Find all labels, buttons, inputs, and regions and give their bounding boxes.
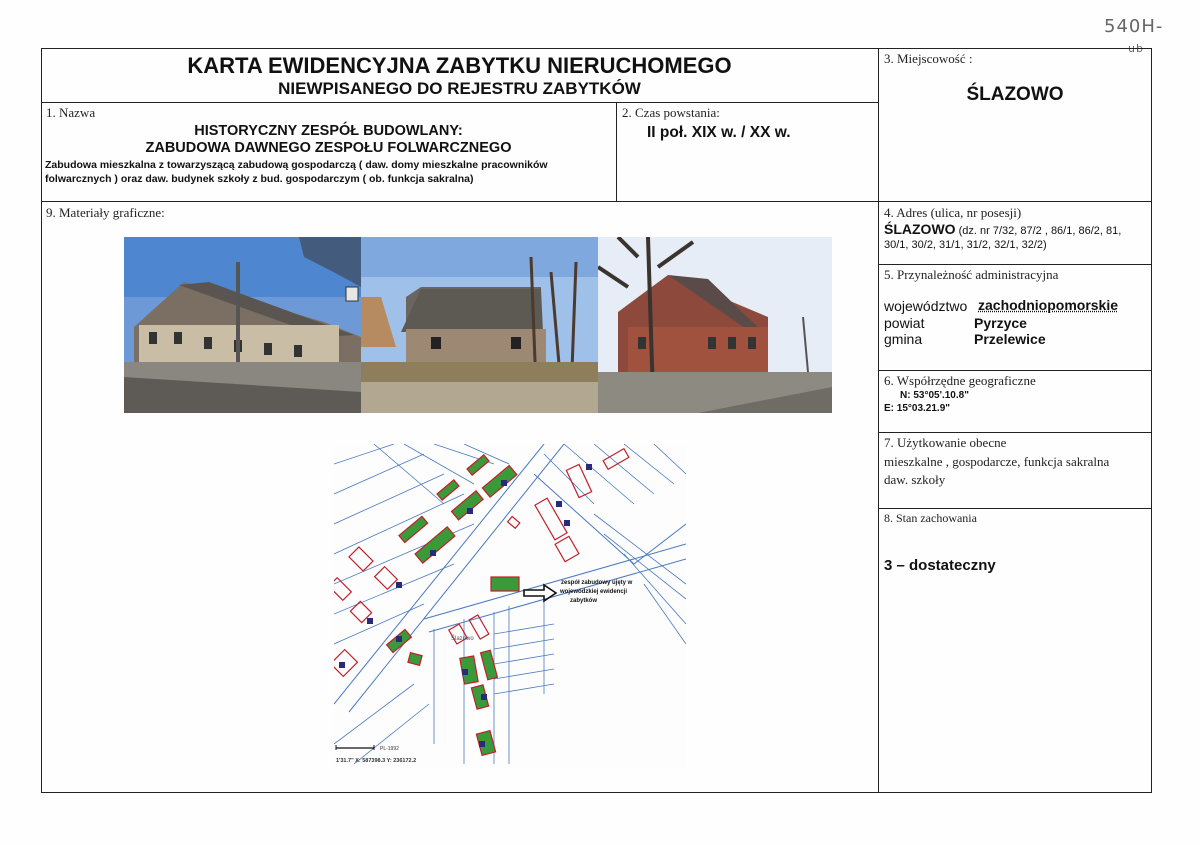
divider <box>41 102 878 103</box>
photo-farm-building <box>361 237 598 413</box>
divider <box>41 201 1152 202</box>
field-5-label: 5. Przynależność administracyjna <box>884 267 1059 282</box>
voivodeship-value: zachodniopomorskie <box>978 297 1119 313</box>
handwritten-signature-sub: ub <box>1128 42 1144 55</box>
map-legend-line2: wojewódzkiej ewidencji <box>560 589 628 595</box>
condition-value: 3 – dostateczny <box>884 557 996 574</box>
field-1-label: 1. Nazwa <box>46 105 96 120</box>
monument-description-line2: folwarcznych ) oraz daw. budynek szkoły z bud. gospodarczym ( ob. funkcja sakralna) <box>45 173 474 185</box>
monument-name-line1: HISTORYCZNY ZESPÓŁ BUDOWLANY: <box>194 123 463 139</box>
current-use-line1: mieszkalne , gospodarcze, funkcja sakralna <box>884 454 1110 469</box>
divider <box>878 48 879 793</box>
voivodeship-label: województwo <box>884 298 968 314</box>
photo-school-building <box>598 237 832 413</box>
divider <box>616 102 617 202</box>
field-2-label: 2. Czas powstania: <box>622 105 720 120</box>
latitude: N: 53°05'.10.8" <box>900 390 969 401</box>
address-line2: 30/1, 30/2, 31/1, 31/2, 32/1, 32/2) <box>884 239 1047 251</box>
handwritten-signature-number: 540H- <box>1104 16 1164 37</box>
construction-period: II poł. XIX w. / XX w. <box>647 124 791 141</box>
card-subtitle: NIEWPISANEGO DO REJESTRU ZABYTKÓW <box>278 79 641 98</box>
divider <box>878 264 1152 265</box>
map-legend-line1: zespół zabudowy ujęty w <box>561 580 633 586</box>
map-coordinates: 1'31.7" X: 587398.3 Y: 236172.2 <box>336 758 417 764</box>
field-3-label: 3. Miejscowość : <box>884 51 973 66</box>
county-label: powiat <box>884 315 925 331</box>
current-use-line2: daw. szkoły <box>884 472 946 487</box>
field-7-label: 7. Użytkowanie obecne <box>884 435 1007 450</box>
map-legend-line3: zabytków <box>570 598 598 604</box>
cadastral-map <box>334 444 686 768</box>
address-parcels: (dz. nr 7/32, 87/2 , 86/1, 86/2, 81, <box>958 225 1122 237</box>
field-4-label: 4. Adres (ulica, nr posesji) <box>884 205 1022 220</box>
field-9-label: 9. Materiały graficzne: <box>46 205 165 220</box>
card-title: KARTA EWIDENCYJNA ZABYTKU NIERUCHOMEGO <box>187 53 732 78</box>
divider <box>878 432 1152 433</box>
address-line1 <box>884 221 1121 237</box>
commune-label: gmina <box>884 331 923 347</box>
longitude: E: 15°03.21.9" <box>884 403 951 414</box>
field-8-label: 8. Stan zachowania <box>884 511 977 525</box>
commune-value: Przelewice <box>974 331 1046 347</box>
map-place-label: Ślazowo <box>451 636 474 642</box>
divider <box>878 508 1152 509</box>
locality-name: ŚLAZOWO <box>966 84 1064 105</box>
divider <box>878 370 1152 371</box>
photo-row-houses <box>124 237 361 413</box>
monument-name-line2: ZABUDOWA DAWNEGO ZESPOŁU FOLWARCZNEGO <box>145 140 512 156</box>
monument-description-line1: Zabudowa mieszkalna z towarzyszącą zabudową gospodarczą ( daw. domy mieszkalne pracowników <box>45 159 548 171</box>
map-scale-label: PL-1992 <box>380 746 399 752</box>
field-6-label: 6. Współrzędne geograficzne <box>884 373 1036 388</box>
address-locality: ŚLAZOWO <box>884 221 956 237</box>
county-value: Pyrzyce <box>974 315 1027 331</box>
